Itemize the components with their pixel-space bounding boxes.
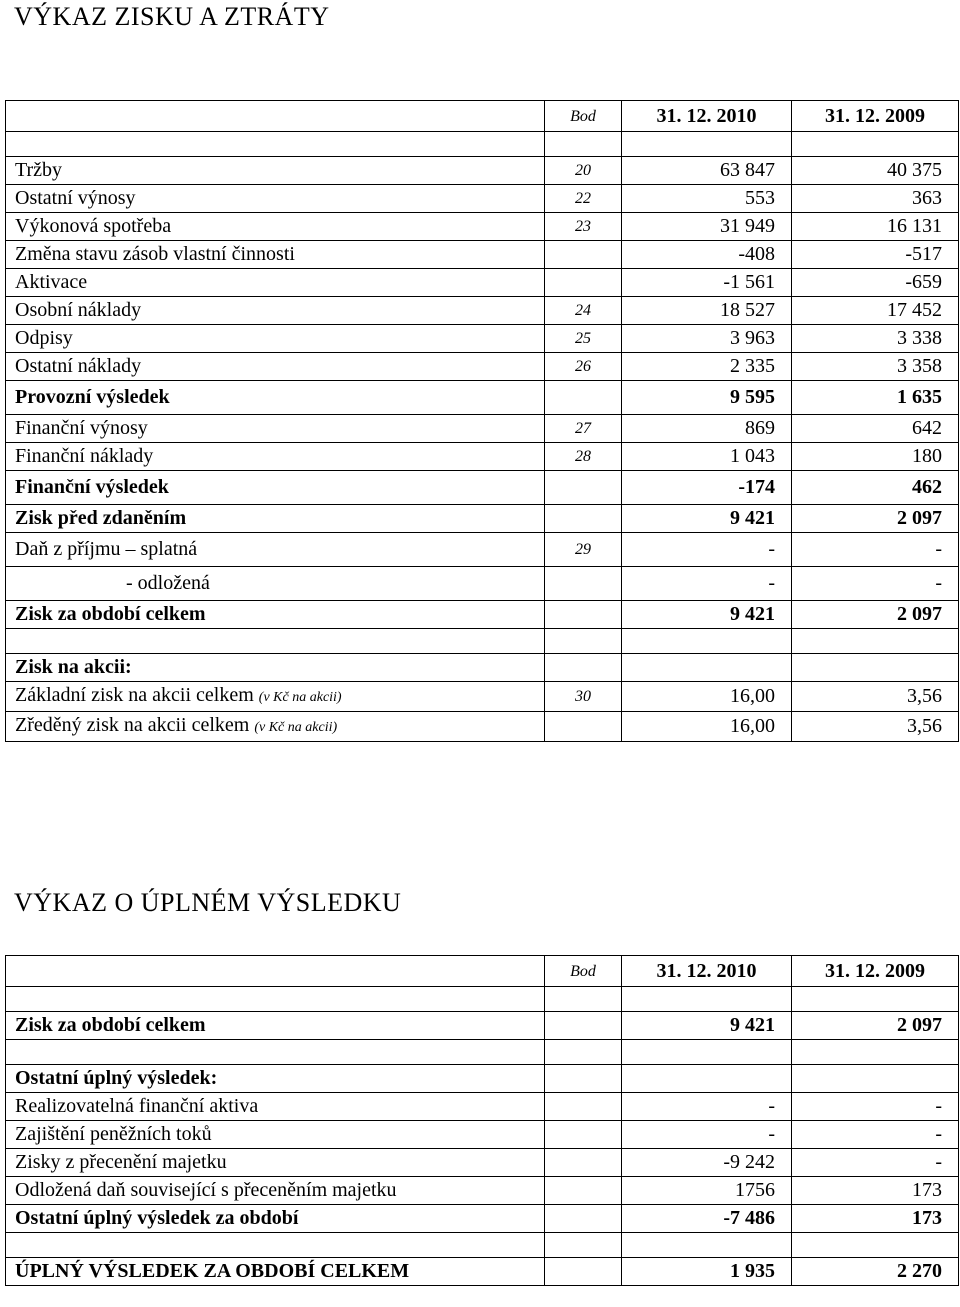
- row-value-2010: 16,00: [622, 682, 792, 712]
- row-value-2010: -: [622, 1093, 792, 1121]
- row-value-2010: 9 421: [622, 505, 792, 533]
- row-label: Odložená daň související s přeceněním majetku: [6, 1177, 545, 1205]
- row-value-2010: -: [622, 1121, 792, 1149]
- row-value-2010: -7 486: [622, 1205, 792, 1233]
- row-bod: [545, 241, 622, 269]
- page-title: VÝKAZ ZISKU A ZTRÁTY: [14, 2, 330, 31]
- row-value-2009: -659: [792, 269, 959, 297]
- table-row: [6, 213, 959, 241]
- row-label: Zisky z přecenění majetku: [6, 1149, 545, 1177]
- row-value-2009: -517: [792, 241, 959, 269]
- row-value-2010: 9 421: [622, 601, 792, 629]
- row-label-text: Zředěný zisk na akcii celkem: [15, 714, 250, 736]
- row-value-2010: 869: [622, 415, 792, 443]
- row-value-2010: -: [622, 533, 792, 567]
- row-bod: 30: [545, 682, 622, 712]
- row-bod: 23: [545, 213, 622, 241]
- table-row: [6, 533, 959, 567]
- table-row: [6, 325, 959, 353]
- row-value-2009: 16 131: [792, 213, 959, 241]
- table-row: [6, 185, 959, 213]
- subtotal-row: [6, 471, 959, 505]
- row-bod: 25: [545, 325, 622, 353]
- row-value-2010: 31 949: [622, 213, 792, 241]
- section-heading-row: [6, 1065, 959, 1093]
- row-bod: [545, 712, 622, 742]
- header-bod: Bod: [545, 956, 622, 987]
- row-label: Zajištění peněžních toků: [6, 1121, 545, 1149]
- row-value-2010: 9 421: [622, 1012, 792, 1040]
- row-label: Ostatní úplný výsledek za období: [6, 1205, 545, 1233]
- row-value-2009: -: [792, 1093, 959, 1121]
- row-bod: 29: [545, 533, 622, 567]
- row-label: Zisk za období celkem: [6, 1012, 545, 1040]
- row-label: Výkonová spotřeba: [6, 213, 545, 241]
- row-value-2010: 1 043: [622, 443, 792, 471]
- header-2009: 31. 12. 2009: [792, 101, 959, 132]
- table-row: [6, 443, 959, 471]
- row-value-2010: 18 527: [622, 297, 792, 325]
- row-label: Zisk před zdaněním: [6, 505, 545, 533]
- row-value-2009: -: [792, 1121, 959, 1149]
- header-label-cell: [6, 101, 545, 132]
- row-bod: [545, 381, 622, 415]
- spacer-row: [6, 132, 959, 157]
- row-label: Finanční náklady: [6, 443, 545, 471]
- row-label: Osobní náklady: [6, 297, 545, 325]
- row-label: Daň z příjmu – splatná: [6, 533, 545, 567]
- row-label: ÚPLNÝ VÝSLEDEK ZA OBDOBÍ CELKEM: [6, 1258, 545, 1286]
- row-value-2010: 9 595: [622, 381, 792, 415]
- row-label: Odpisy: [6, 325, 545, 353]
- header-row: [6, 101, 959, 132]
- income-statement-table: [5, 100, 959, 742]
- table-row: [6, 1121, 959, 1149]
- table-row: [6, 297, 959, 325]
- row-value-2009: 2 097: [792, 1012, 959, 1040]
- grand-total-row: [6, 1258, 959, 1286]
- row-label-note: (v Kč na akcii): [258, 690, 342, 705]
- subtotal-row: [6, 381, 959, 415]
- row-bod: 22: [545, 185, 622, 213]
- row-value-2009: 40 375: [792, 157, 959, 185]
- row-value-2009: -: [792, 1149, 959, 1177]
- table-row: [6, 415, 959, 443]
- row-value-2009: 173: [792, 1205, 959, 1233]
- row-label: - odložená: [6, 567, 545, 601]
- row-label: [6, 712, 545, 742]
- table-row: [6, 157, 959, 185]
- row-bod: 20: [545, 157, 622, 185]
- row-value-2010: -9 242: [622, 1149, 792, 1177]
- table-row: [6, 1093, 959, 1121]
- row-value-2009: 3 358: [792, 353, 959, 381]
- row-bod: 27: [545, 415, 622, 443]
- row-value-2009: 2 097: [792, 505, 959, 533]
- row-value-2009: 17 452: [792, 297, 959, 325]
- row-value-2010: -174: [622, 471, 792, 505]
- table-row: [6, 1177, 959, 1205]
- row-value-2010: 553: [622, 185, 792, 213]
- row-label: Ostatní úplný výsledek:: [6, 1065, 545, 1093]
- row-value-2009: 2 097: [792, 601, 959, 629]
- row-bod: [545, 505, 622, 533]
- section-heading-row: [6, 654, 959, 682]
- comprehensive-income-table: [5, 955, 959, 1286]
- row-value-2010: 63 847: [622, 157, 792, 185]
- row-value-2009: 3,56: [792, 682, 959, 712]
- row-label: Finanční výnosy: [6, 415, 545, 443]
- total-row: [6, 1012, 959, 1040]
- row-value-2010: 16,00: [622, 712, 792, 742]
- row-label: Realizovatelná finanční aktiva: [6, 1093, 545, 1121]
- row-bod: 26: [545, 353, 622, 381]
- spacer-row: [6, 987, 959, 1012]
- row-label: Aktivace: [6, 269, 545, 297]
- row-label: Ostatní náklady: [6, 353, 545, 381]
- row-bod: [545, 269, 622, 297]
- row-value-2009: 3,56: [792, 712, 959, 742]
- row-label: Finanční výsledek: [6, 471, 545, 505]
- table-row: [6, 682, 959, 712]
- header-2010: 31. 12. 2010: [622, 101, 792, 132]
- row-value-2010: 3 963: [622, 325, 792, 353]
- row-label: Zisk za období celkem: [6, 601, 545, 629]
- row-value-2009: 462: [792, 471, 959, 505]
- header-2010: 31. 12. 2010: [622, 956, 792, 987]
- table-row: [6, 712, 959, 742]
- row-value-2010: -408: [622, 241, 792, 269]
- row-value-2009: 363: [792, 185, 959, 213]
- header-2009: 31. 12. 2009: [792, 956, 959, 987]
- table-row: [6, 269, 959, 297]
- subtotal-row: [6, 1205, 959, 1233]
- row-bod: 24: [545, 297, 622, 325]
- row-value-2009: 180: [792, 443, 959, 471]
- row-value-2010: -: [622, 567, 792, 601]
- row-value-2009: -: [792, 533, 959, 567]
- total-row: [6, 601, 959, 629]
- row-label: [6, 682, 545, 712]
- table-row: [6, 567, 959, 601]
- row-value-2010: 2 335: [622, 353, 792, 381]
- row-value-2009: -: [792, 567, 959, 601]
- row-label-note: (v Kč na akcii): [254, 720, 338, 735]
- table-row: [6, 353, 959, 381]
- row-bod: [545, 471, 622, 505]
- table-row: [6, 1149, 959, 1177]
- spacer-row: [6, 1233, 959, 1258]
- row-value-2010: 1756: [622, 1177, 792, 1205]
- spacer-row: [6, 629, 959, 654]
- row-value-2009: 1 635: [792, 381, 959, 415]
- row-value-2009: 173: [792, 1177, 959, 1205]
- row-label: Provozní výsledek: [6, 381, 545, 415]
- row-label: Ostatní výnosy: [6, 185, 545, 213]
- row-bod: [545, 601, 622, 629]
- subtotal-row: [6, 505, 959, 533]
- row-bod: [545, 567, 622, 601]
- row-label: Změna stavu zásob vlastní činnosti: [6, 241, 545, 269]
- spacer-row: [6, 1040, 959, 1065]
- row-value-2009: 3 338: [792, 325, 959, 353]
- row-value-2010: -1 561: [622, 269, 792, 297]
- row-label: Zisk na akcii:: [6, 654, 545, 682]
- row-label-text: Základní zisk na akcii celkem: [15, 684, 254, 706]
- section-title: VÝKAZ O ÚPLNÉM VÝSLEDKU: [14, 888, 402, 917]
- row-bod: 28: [545, 443, 622, 471]
- row-value-2010: 1 935: [622, 1258, 792, 1286]
- table-row: [6, 241, 959, 269]
- row-value-2009: 2 270: [792, 1258, 959, 1286]
- row-value-2009: 642: [792, 415, 959, 443]
- header-bod: Bod: [545, 101, 622, 132]
- header-row: [6, 956, 959, 987]
- header-label-cell: [6, 956, 545, 987]
- row-label: Tržby: [6, 157, 545, 185]
